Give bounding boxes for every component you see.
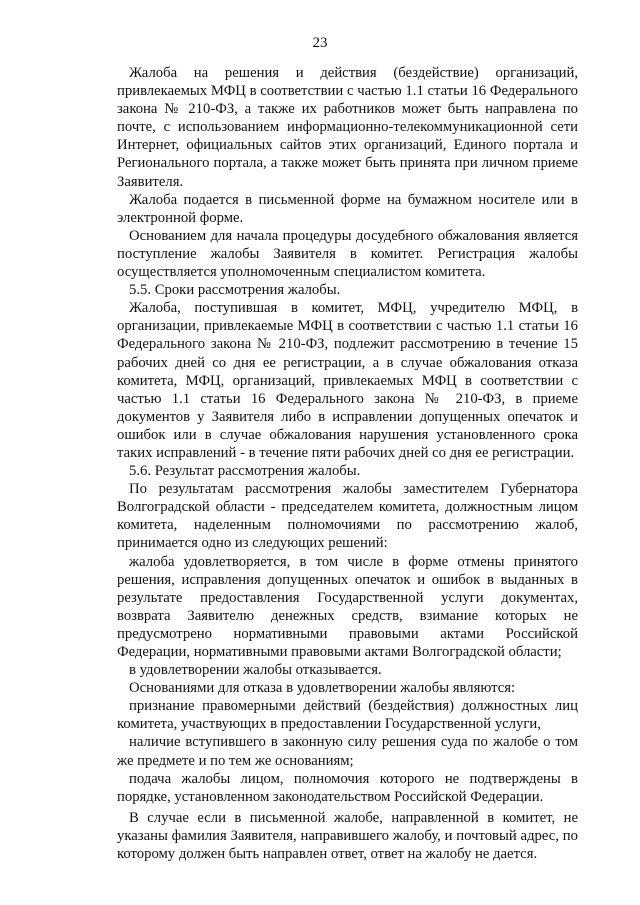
- paragraph-review-deadlines: Жалоба, поступившая в комитет, МФЦ, учредителю МФЦ, в организации, привлекаемые МФЦ в соответствии с частью 1.1 статьи 16 Федерального закона № 210-ФЗ, подлежит рассмотрению в течение 15 рабочих дней со дня ее регистрации, а в случае обжалования отказа комитета, МФЦ, организаций, привлекаемых МФЦ в соответствии с частью 1.1 статьи 16 Федерального закона № 210-ФЗ, в приеме документов у Заявителя либо в исправлении допущенных опечаток и ошибок или в случае обжалования нарушения установленного срока таких исправлений - в течение пяти рабочих дней со дня ее регистрации.: [117, 300, 578, 461]
- section-heading-5-5: 5.5. Сроки рассмотрения жалобы.: [129, 282, 341, 299]
- page-number: 23: [312, 35, 328, 51]
- paragraph-refusal-ground-court-decision: наличие вступившего в законную силу решения суда по жалобе о том же предмете и по тем же основаниям;: [117, 734, 578, 769]
- paragraph-no-reply-case: В случае если в письменной жалобе, направленной в комитет, не указаны фамилия Заявителя, направившего жалобу, и почтовый адрес, по которому должен быть направлен ответ, ответ на жалобу не дается.: [117, 809, 578, 863]
- paragraph-complaint-refused: в удовлетворении жалобы отказывается.: [129, 662, 382, 679]
- paragraph-refusal-ground-unconfirmed-authority: подача жалобы лицом, полномочия которого не подтверждены в порядке, установленном законодательством Российской Федерации.: [117, 770, 578, 805]
- document-body: [117, 64, 578, 863]
- paragraph-grounds-for-procedure: Основанием для начала процедуры досудебного обжалования является поступление жалобы Заявителя в комитет. Регистрация жалобы осуществляется уполномоченным специалистом комитета.: [117, 227, 578, 281]
- paragraph-refusal-ground-lawful-actions: признание правомерными действий (бездействия) должностных лиц комитета, участвующих в предоставлении Государственной услуги,: [117, 698, 578, 733]
- paragraph-complaint-against-organizations: Жалоба на решения и действия (бездействие) организаций, привлекаемых МФЦ в соответствии с частью 1.1 статьи 16 Федерального закона № 210-ФЗ, а также их работников может быть направлена по почте, с использованием информационно-телекоммуникационной сети Интернет, официальных сайтов этих организаций, Единого портала и Регионального портала, а также может быть принята при личном приеме Заявителя.: [117, 65, 578, 190]
- paragraph-review-results: По результатам рассмотрения жалобы заместителем Губернатора Волгоградской области - председателем комитета, должностным лицом комитета, наделенным полномочиями по рассмотрению жалоб, принимается одно из следующих решений:: [117, 481, 578, 552]
- paragraph-refusal-grounds: Основаниями для отказа в удовлетворении жалобы являются:: [129, 680, 516, 697]
- paragraph-complaint-form: Жалоба подается в письменной форме на бумажном носителе или в электронной форме.: [117, 191, 578, 226]
- section-heading-5-6: 5.6. Результат рассмотрения жалобы.: [129, 463, 361, 480]
- paragraph-complaint-satisfied: жалоба удовлетворяется, в том числе в форме отмены принятого решения, исправления допущенных опечаток и ошибок в выданных в результате предоставления Государственной услуги документах, возврата Заявителю денежных средств, взимание которых не предусмотрено нормативными правовыми актами Российской Федерации, нормативными правовыми актами Волгоградской области;: [117, 553, 578, 660]
